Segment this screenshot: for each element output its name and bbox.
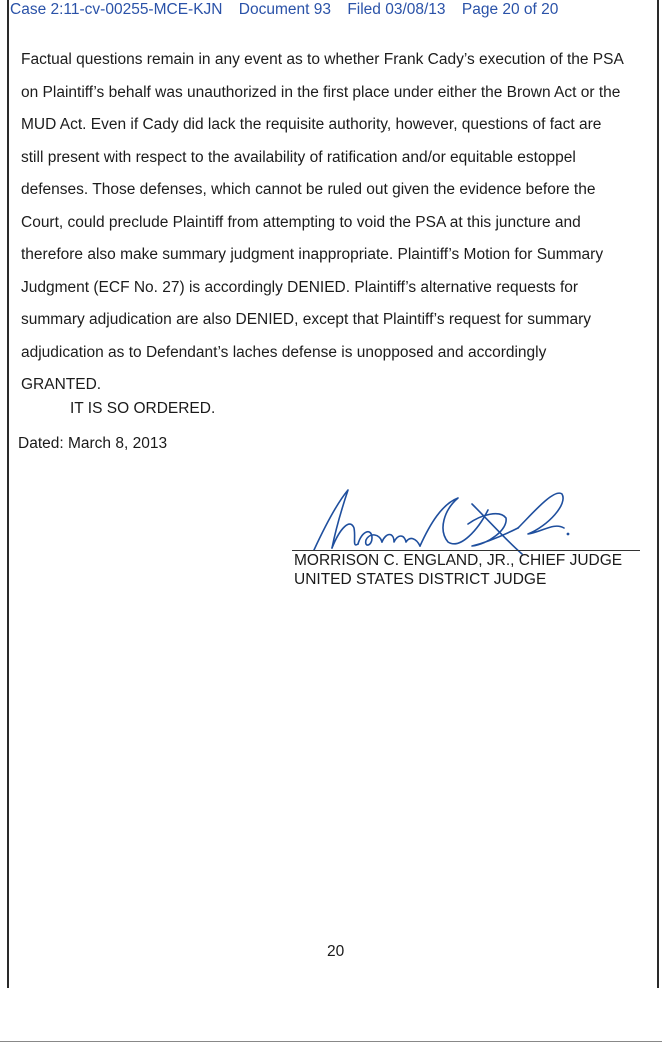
body-line: summary adjudication are also DENIED, except that Plaintiff’s request for summary bbox=[21, 311, 592, 328]
filed-date: Filed 03/08/13 bbox=[347, 1, 446, 18]
page-number: 20 bbox=[327, 943, 345, 960]
body-line: defenses. Those defenses, which cannot be ruled out given the evidence before the bbox=[21, 181, 596, 198]
page-count: Page 20 of 20 bbox=[461, 1, 559, 18]
signature-line bbox=[292, 550, 640, 551]
so-ordered: IT IS SO ORDERED. bbox=[70, 400, 216, 417]
dated-line: Dated: March 8, 2013 bbox=[18, 435, 168, 452]
body-line: still present with respect to the availability of ratification and/or equitable estoppel bbox=[21, 148, 576, 166]
document-number: Document 93 bbox=[238, 1, 331, 18]
page-bottom-edge bbox=[0, 1041, 662, 1042]
body-line: on Plaintiff’s behalf was unauthorized in the first place under either the Brown Act or the bbox=[21, 83, 621, 101]
body-line: MUD Act. Even if Cady did lack the requisite authority, however, questions of fact are bbox=[21, 116, 602, 133]
order-body bbox=[21, 44, 651, 402]
body-line: therefore also make summary judgment inappropriate. Plaintiff’s Motion for Summary bbox=[21, 246, 604, 263]
judge-title: UNITED STATES DISTRICT JUDGE bbox=[294, 571, 547, 588]
body-line: Factual questions remain in any event as to whether Frank Cady’s execution of the PSA bbox=[21, 51, 624, 68]
body-line: GRANTED. bbox=[21, 376, 102, 393]
body-line: Court, could preclude Plaintiff from attempting to void the PSA at this juncture and bbox=[21, 213, 581, 231]
judge-name: MORRISON C. ENGLAND, JR., CHIEF JUDGE bbox=[294, 552, 623, 569]
body-line: Judgment (ECF No. 27) is accordingly DENIED. Plaintiff’s alternative requests for bbox=[21, 278, 579, 296]
ecf-header bbox=[10, 1, 570, 19]
case-number: Case 2:11-cv-00255-MCE-KJN bbox=[10, 1, 223, 18]
body-line: adjudication as to Defendant’s laches defense is unopposed and accordingly bbox=[21, 343, 547, 361]
